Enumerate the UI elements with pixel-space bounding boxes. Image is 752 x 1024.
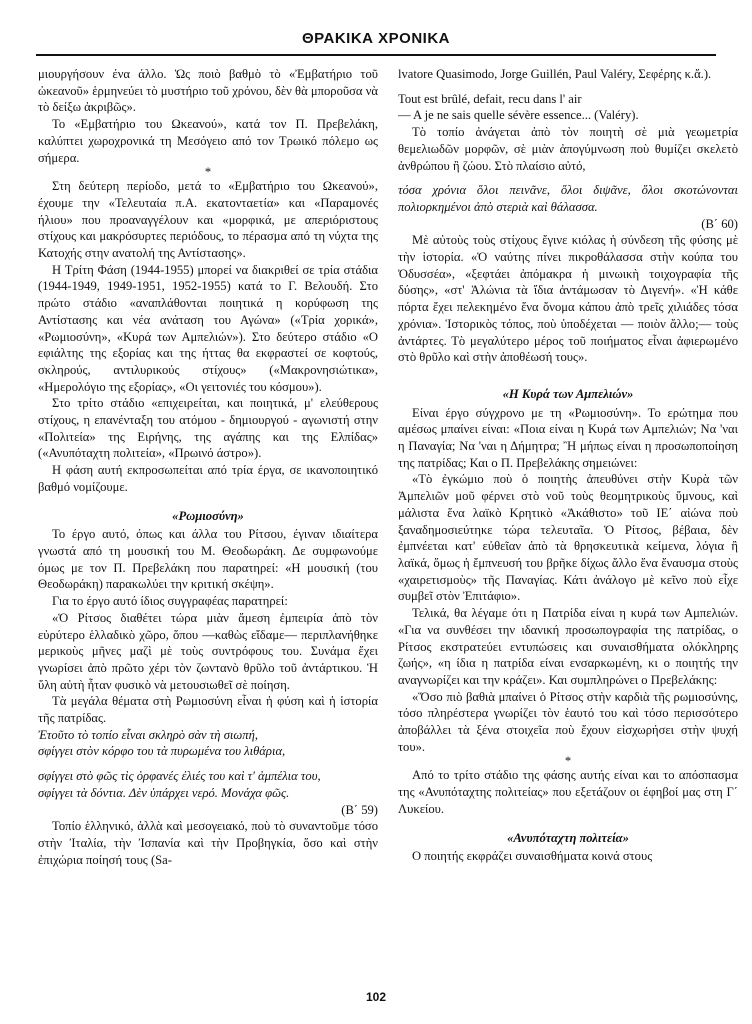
quote-paragraph: Μὲ αὐτοὺς τοὺς στίχους ἔγινε κιόλας ἡ σύνδεση τῆς φύσης μὲ τὴν ἱστορία. «Ὁ ναύτης πίνει πικροθάλασσα στὴν κούπα του Ὀδυσσέα», «ξεφτάει ἀπόμακρα ἡ μινωικὴ τοιχογραφία τῆς δύσης», «στ' Ἁλώνια τὰ ἴδια ἀντάμωσαν τὸ Διγενή». «Ἡ κάθε πόρτα ἔχει πελεκημένο ἕνα ὄνομα κάπου ἀπὸ τρεῖς χιλιάδες τόσα χρόνια». Ἱστορικὸς τόπος, ποὺ ὑποδέχεται — ποιὸν ἄλλο;— τοὺς ἀντάρτες. Τὸ μεγαλύτερο μέρος τοῦ ποιήματος εἶναι ἀφιερωμένο στὸ θρῦλο καὶ στὴν ἀποθέωσή τους». (398, 233, 738, 365)
quote-paragraph: «Τὸ ἐγκώμιο ποὺ ὁ ποιητὴς ἀπευθύνει στὴν Κυρὰ τῶν Ἀμπελιῶν μοῦ φέρνει στὸ νοῦ τοὺς θεομητρικοὺς ὕμνους, καὶ μάλιστα ἕνα λαϊκὸ Κρητικὸ «Ἀκάθιστο» τοῦ ΙΕ΄ αἰώνα ποὺ ξαναδημοσιεύτηκε τώρα τελευταῖα. Ὁ Ρίτσος, βέβαια, δὲν ἐμπνέεται κατ' εὐθεῖαν ἀπὸ τὰ θρησκευτικὰ κείμενα, λόγια ἢ λαϊκά, ὅμως ἡ ἔμπνευσή του βρῆκε δίχως ἄλλο ἕνα ἔναυσμα στοὺς «χαιρετισμοὺς» τῆς Παναγίας. Κάτι ἀνάλογο μὲ κεῖνο ποὺ εἶχε συμβεῖ στὸν Ἐπιτάφιο». (398, 472, 738, 604)
paragraph: Στη δεύτερη περίοδο, μετά το «Εμβατήριο του Ωκεανού», έχουμε την «Τελευταία π.Α. εκατονταετία» και «Παραμονές ήλιου» που προαναγγέλουν και «μορφικά, με απεριόριστους στίχους και μακρόσυρτες περιόδους, το πέρασμα από τη νύχτα της Κατοχής στην ανατολή της Αντίστασης». (38, 179, 378, 261)
poem-line: σφίγγει στὸ φῶς τὶς ὀρφανές ἐλιές του καὶ τ' ἀμπέλια του, (38, 769, 321, 784)
poem-reference: (Β΄ 59) (341, 802, 378, 817)
french-quote-line: — A je ne sais quelle sévère essence... (Valéry). (398, 108, 639, 123)
paragraph: lvatore Quasimodo, Jorge Guillén, Paul Valéry, Σεφέρης κ.ἄ.). (398, 67, 712, 81)
paragraph: Είναι έργο σύγχρονο με τη «Ρωμιοσύνη». Το ερώτημα που αμέσως μπαίνει είναι: «Ποια είναι η Κυρά των Αμπελιών; Να 'ναι η Παναγία; Να 'ναι η Δήμητρα; Ἢ μήπως είναι η προσωποποίηση της πατρίδας; Και ο Π. Πρεβελάκης σημειώνει: (398, 405, 738, 470)
quote-paragraph: Τὰ μεγάλα θέματα στὴ Ρωμιοσύνη εἶναι ἡ φύση καὶ ἡ ἱστορία τῆς πατρίδας. (38, 694, 378, 726)
right-column (398, 66, 738, 986)
quote-paragraph: «Ὅσο πιὸ βαθιὰ μπαίνει ὁ Ρίτσος στὴν καρδιὰ τῆς ρωμιοσύνης, τόσο πληρέστερα γνωρίζει τὸν ἑαυτό του καὶ τόσο περισσότερο ἀποβάλλει τὰ ξένα στοιχεῖα ποὺ ἔχουν εἰσχωρήσει στὴν ψυχή του». (398, 689, 738, 754)
paragraph: Η Τρίτη Φάση (1944-1955) μπορεί να διακριθεί σε τρία στάδια (1944-1949, 1949-1951, 1952-1955) κατά το Γ. Βελουδή. Στο πρώτο στάδιο «αναπλάθονται ποιητικά η κορύφωση της Αντίστασης και νέα ανάταση του Αγώνα» («Τρία χορικά», «Ρωμιοσύνη», «Κυρά των Αμπελιών»). Στο δεύτερο στάδιο «Ο εφιάλτης της εξορίας και της ήττας θα εκφραστεί σε κοφτούς, σκληρούς, αντιλυρικούς στίχους» («Μακρονησιώτικα», «Ημερολόγιο της εξορίας», «Οι γειτονιές του κόσμου»). (38, 262, 378, 394)
page-number: 102 (365, 990, 387, 1004)
paragraph: Τελικά, θα λέγαμε ότι η Πατρίδα είναι η κυρά των Αμπελιών. «Για να συνθέσει την ιδανική προσωπογραφία της πατρίδας, ο Ρίτσος εκστρατεύει εντυπώσεις και συναισθήματα ολόκληρης ζωής», «η ίδια η πατρίδα είναι ενσαρκωμένη, κι ο ποιητής την αναγνωρίζει και την κράζει». Και συμπληρώνει ο Πρεβελάκης: (398, 606, 738, 687)
paragraph: Το «Εμβατήριο του Ωκεανού», κατά τον Π. Πρεβελάκη, καλύπτει χωροχρονικά τη Μεσόγειο από τον Τρωικό πόλεμο ως σήμερα. (38, 117, 378, 165)
left-column (38, 66, 378, 986)
paragraph: Τοπίο ἑλληνικό, ἀλλὰ καὶ μεσογειακό, ποὺ τὸ συναντοῦμε τόσο στὴν Ἰταλία, τὴν Ἰσπανία καὶ τὴν Προβηγκία, ὅσο καὶ στὴν ἐπιχώρια ποίησή τους (Sa- (38, 819, 378, 867)
quote-paragraph: Τὸ τοπίο ἀνάγεται ἀπὸ τὸν ποιητὴ σὲ μιὰ γεωμετρία θεμελιωδῶν μορφῶν, σὲ μιὰν ἀπογύμνωση ποὺ θυμίζει σκελετὸ ἀνθρώπου ἢ ζώου. Στὸ πλαίσιο αὐτό, (398, 125, 738, 173)
poem-line: Ἐτοῦτο τὸ τοπίο εἶναι σκληρὸ σὰν τὴ σιωπή, (38, 727, 258, 742)
paragraph: Το έργο αυτό, όπως και άλλα του Ρίτσου, έγιναν ιδιαίτερα γνωστά από τη μουσική του Μ. Θεοδωράκη. Δε συμφωνούμε όμως με τον Π. Πρεβελάκη που παρατηρεί: «Η μουσική (του Θεοδωράκη) παρακωλύει την κριτική σκέψη». (38, 527, 378, 592)
poem-line: σφίγγει στὸν κόρφο του τὰ πυρωμένα του λιθάρια, (38, 744, 286, 759)
poem-line: σφίγγει τὰ δόντια. Δὲν ὑπάρχει νερό. Μονάχα φῶς. (38, 785, 290, 800)
section-heading: «Η Κυρά των Αμπελιών» (502, 386, 634, 401)
journal-title: ΘΡΑΚΙΚΑ ΧΡΟΝΙΚΑ (301, 30, 451, 47)
poem-reference: (Β΄ 60) (701, 216, 738, 231)
paragraph: Ο ποιητής εκφράζει συναισθήματα κοινά στους (412, 849, 653, 864)
page-header (36, 28, 716, 56)
paragraph: μιουργήσουν ένα άλλο. Ὡς ποιὸ βαθμὸ τὸ «Ἐμβατήριο τοῦ ὠκεανοῦ» ἑρμηνεύει τὸ μυστήριο τοῦ χρόνου, δὲν θὰ μποροῦσα νὰ τὸ δείξω ἀκριβῶς». (38, 67, 378, 115)
section-separator: * (204, 165, 212, 180)
paragraph: Από το τρίτο στάδιο της φάσης αυτής είναι και το απόσπασμα της «Ανυπόταχτης πολιτείας» που εξετάζουν οι έφηβοί μας στη Γ΄ Λυκείου. (398, 768, 738, 816)
section-heading: «Ρωμιοσύνη» (172, 508, 244, 523)
paragraph: Στο τρίτο στάδιο «επιχειρείται, και ποιητικά, μ' ελεύθερους στίχους, η επανένταξη του ατόμου - δημιουργού - αγωνιστή στην «Πολιτεία» της Ειρήνης, της αγάπης και της Ελπίδας» («Ανυπόταχτη πολιτεία», «Πρωινό άστρο»). (38, 396, 378, 461)
paragraph: Για το έργο αυτό ίδιος συγγραφέας παρατηρεί: (52, 594, 288, 609)
section-heading: «Ανυπόταχτη πολιτεία» (507, 830, 629, 845)
section-separator: * (564, 754, 572, 769)
paragraph: Η φάση αυτή εκπροσωπείται από τρία έργα, σε ικανοποιητικό βαθμό νομίζουμε. (38, 463, 378, 494)
poem-line: τόσα χρόνια ὅλοι πεινᾶνε, ὅλοι διψᾶνε, ὅλοι σκοτώνονται πολιορκημένοι ἀπὸ στεριὰ καὶ θάλασσα. (398, 183, 738, 214)
french-quote-line: Tout est brûlé, defait, recu dans l' air (398, 91, 582, 106)
quote-paragraph: «Ὁ Ρίτσος διαθέτει τώρα μιὰν ἄμεση ἐμπειρία ἀπὸ τὸν εὐρύτερο ἑλλαδικὸ χῶρο, ὅπου —καθὼς εἴδαμε— περιπλανήθηκε μερικοὺς μῆνες μαζὶ μὲ τοὺς συντρόφους του. Συνάμα ἔχει γνωρίσει ἀπὸ πρῶτο χέρι τὸν ζωντανὸ θρῦλο τοῦ ἀντάρτικου. Ἡ ὕλη αὐτὴ ἦταν φυσικὸ νὰ μετουσιωθεῖ σὲ ποίηση. (38, 610, 378, 692)
